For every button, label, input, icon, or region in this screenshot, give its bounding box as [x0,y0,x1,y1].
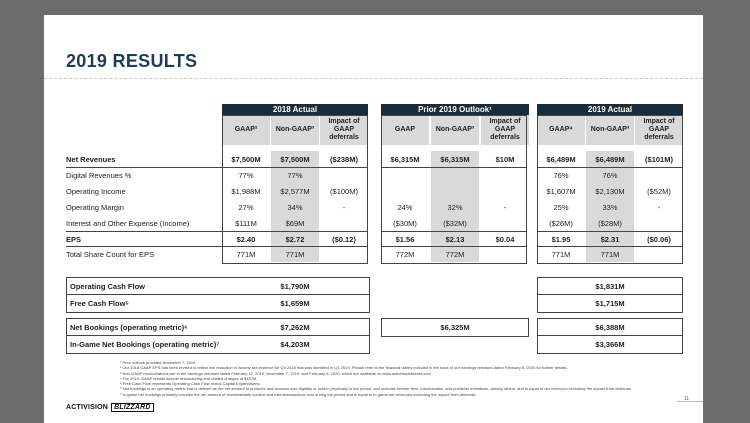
page-title: 2019 RESULTS [66,51,198,71]
table-cell: 771M [285,250,305,260]
slide [44,15,703,423]
table-cell: $10M [495,155,515,164]
table-cell: - [657,202,661,212]
table-cell: $6,489M [595,155,625,164]
column-subheader: Impact of GAAP deferrals [328,118,360,141]
table-cell: 77% [238,170,254,180]
table-cell: 25% [553,202,569,212]
table-cell: ($100M) [330,186,358,196]
row-divider [222,231,368,232]
header-2018-actual: 2018 Actual [222,104,368,115]
header-prior-2019-outlook: Prior 2019 Outlook¹ [381,104,529,115]
table-cell: $1,607M [546,186,576,196]
footnote: ⁵ Free Cash Flow represents Operating Cash Flow minus Capital Expenditures. [120,381,261,387]
table-cell: 772M [395,250,415,260]
page-number: 11 [683,396,689,402]
cashflow-value-2019: $1,715M [595,299,625,308]
table-cell: $6,489M [546,155,576,164]
table-cell: ($26M) [549,218,573,228]
cashflow-value-2018: $1,659M [280,299,310,308]
cashflow-label: Free Cash Flow⁵ [70,299,129,308]
column-subheader: Non-GAAP³ [590,126,630,133]
table-cell: 771M [600,250,620,260]
table-cell: ($101M) [645,155,673,164]
footnote: ² Our 2018 GAAP EPS has been revised to reflect the reduction in income tax expense for Q4 2018 that was identified in Q1 2019. Please refer to the financial tables included in the back of our earnings releases dated February 6, 2020 for further details. [120,365,568,371]
row-divider [222,167,368,168]
cashflow-value-2018: $1,790M [280,282,310,291]
row-divider [381,167,527,168]
activision-blizzard-logo [66,404,154,411]
bookings-value-2019: $6,388M [595,323,625,332]
label-divider [66,246,222,247]
footnotes [120,360,680,397]
table-cell: $1.95 [551,234,571,244]
table-cell: 772M [445,250,465,260]
table-cell: 33% [602,202,618,212]
table-cell: $2,577M [280,186,310,196]
cashflow-value-2019: $1,831M [595,282,625,291]
table-cell: $6,315M [390,155,420,164]
bookings-value-2019: $3,366M [595,340,625,349]
row-divider [381,246,527,247]
bookings-value-2018: $7,262M [280,323,310,332]
row-divider [537,231,683,232]
table-cell: $69M [285,218,305,228]
table-cell: ($30M) [393,218,417,228]
table-cell: ($238M) [330,155,358,164]
logo-blizzard-text: BLIZZARD [111,403,154,412]
row-label: Operating Margin [66,202,124,212]
footnote: ⁴ For 2019, GAAP results include restructuring and related charges of $137M. [120,375,258,381]
table-cell: - [503,202,507,212]
logo-activision-text: ACTIVISION [66,404,109,411]
table-cell: $2.31 [600,234,620,244]
footnote: ¹ Prior outlook provided November 7, 2019. [120,360,197,365]
footnote: ⁷ In-game net bookings primarily includes the net amount of downloadable content and microtransactions sold during the period and is equal to in-game net revenues excluding the impact from deferrals. [120,391,477,397]
title-divider [44,78,703,79]
bookings-divider [537,335,683,336]
table-cell: 77% [287,170,303,180]
label-divider [66,231,222,232]
table-cell: ($52M) [647,186,671,196]
table-cell: $2.40 [236,234,256,244]
row-divider [222,246,368,247]
table-cell: $6,315M [440,155,470,164]
row-label: Operating Income [66,186,126,196]
table-cell: 34% [287,202,303,212]
cashflow-divider [537,294,683,295]
column-subheader: GAAP⁴ [549,126,573,133]
footnote: ³ Non-GAAP reconciliations are in the earnings releases dated February 12, 2019, November 7, 2019, and February 6, 2020, which are available on www.activisionblizzard.com [120,370,431,376]
table-cell: $7,500M [231,155,261,164]
table-cell: 76% [602,170,618,180]
table-cell: 32% [447,202,463,212]
table-cell: ($0.06) [647,234,671,244]
table-cell: 27% [238,202,254,212]
bookings-value-2018: $4,203M [280,340,310,349]
table-cell: ($28M) [598,218,622,228]
row-label: Interest and Other Expense (Income) [66,218,190,228]
row-divider [537,246,683,247]
page-number-rule [677,401,703,402]
table-cell: $7,500M [280,155,310,164]
table-cell: $2.72 [285,234,305,244]
cashflow-divider [66,294,370,295]
column-subheader: Impact of GAAP deferrals [643,118,675,141]
row-label: Digital Revenues % [66,170,132,180]
table-cell: ($0.12) [332,234,356,244]
table-cell: $0.04 [495,234,515,244]
table-cell: $111M [235,218,257,228]
label-divider [66,167,222,168]
header-2019-actual: 2019 Actual [537,104,683,115]
table-cell: - [342,202,346,212]
column-subheader: GAAP² [234,126,258,133]
table-cell: 24% [397,202,413,212]
table-cell: $2.13 [445,234,465,244]
column-subheader: GAAP [394,126,416,133]
cashflow-label: Operating Cash Flow [70,282,146,291]
table-cell: $1.56 [395,234,415,244]
table-cell: $1,988M [231,186,261,196]
row-divider [381,231,527,232]
table-cell: $2,130M [595,186,625,196]
table-cell: ($32M) [443,218,467,228]
column-subheader: Impact of GAAP deferrals [489,118,521,141]
table-cell: 771M [551,250,571,260]
bookings-value-outlook: $6,325M [440,323,470,332]
row-label: Total Share Count for EPS [66,250,154,260]
bookings-label: In-Game Net Bookings (operating metric)⁷ [70,340,220,349]
bookings-divider [66,335,370,336]
row-label: EPS [66,234,82,244]
table-cell: 771M [236,250,256,260]
table-cell: 76% [553,170,569,180]
row-divider [537,167,683,168]
column-subheader: Non-GAAP³ [275,126,315,133]
column-subheader: Non-GAAP³ [435,126,475,133]
row-label: Net Revenues [66,155,116,164]
footnote: ⁶ Net bookings is an operating metric that is defined as the net amount of products and services sold digitally or sold-in physically in the period, and includes license fees, merchandise, and publisher incentives, among others, and is equal to net revenues excluding the impact from deferrals. [120,386,632,392]
bookings-label: Net Bookings (operating metric)⁶ [70,323,188,332]
